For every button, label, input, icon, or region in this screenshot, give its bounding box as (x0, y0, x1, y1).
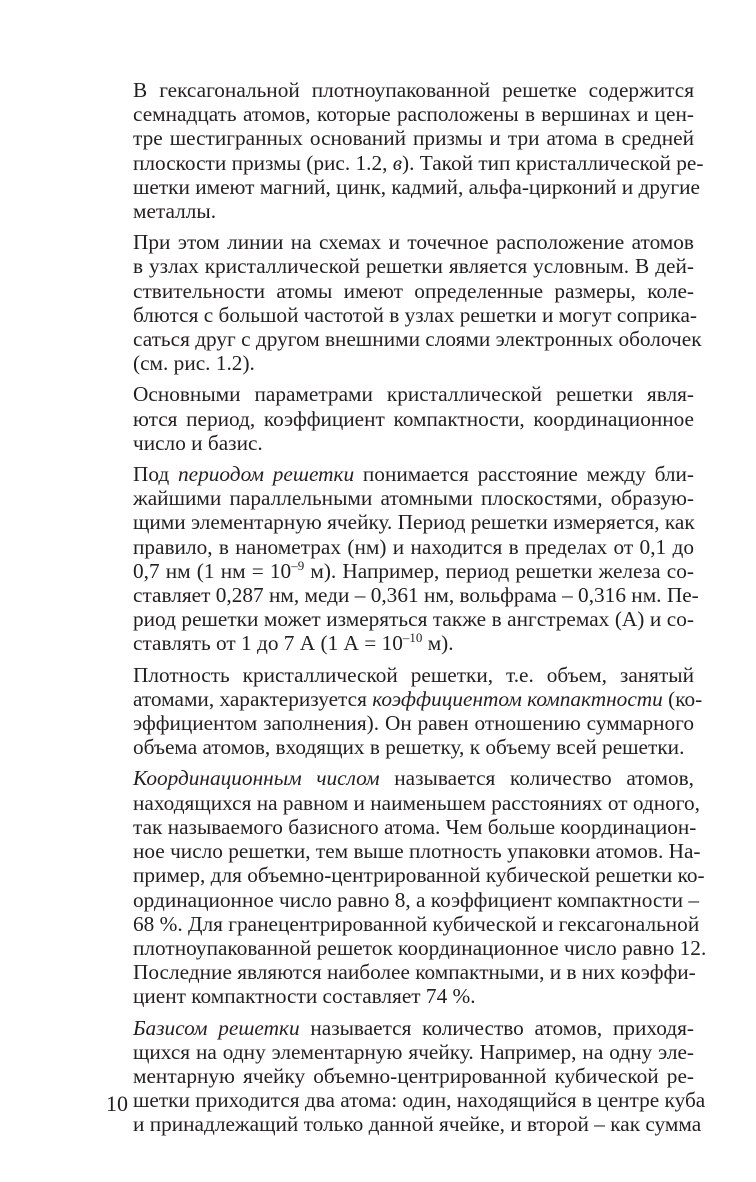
paragraph-parameters (106, 382, 694, 455)
text-fragment: (ко- (662, 686, 703, 711)
text-line (106, 631, 694, 655)
text-fragment: ). Такой тип кристаллической ре- (402, 150, 704, 175)
text-line: ментарную ячейку объемно-центрированной кубической ре- (133, 1063, 694, 1088)
paragraph-lattice-basis (106, 1015, 706, 1137)
text-line: 68 %. Для гранецентрированной кубической и гексагональной (133, 911, 700, 936)
text-line: тре шестигранных оснований призмы и три атома в средней (133, 126, 694, 151)
text-fragment: называется количество атомов, приходя- (299, 1015, 695, 1040)
text-line: В гексагональной плотноупакованной решетке содержится (133, 78, 694, 102)
text-line: пример, для объемно-центрированной кубической решетки ко- (133, 863, 705, 888)
text-line: ставляет 0,287 нм, меди – 0,361 нм, вольфрама – 0,316 нм. Пе- (133, 583, 699, 608)
text-line: ствительности атомы имеют определенные размеры, коле- (133, 278, 694, 303)
text-line (106, 686, 703, 711)
text-line: ются период, коэффициент компактности, координационное (133, 406, 694, 431)
text-line: Последние являются наиболее компактными, и в них коэффи- (133, 960, 696, 985)
text-line (106, 1016, 694, 1040)
page-number: 10 (106, 1091, 128, 1116)
text-fragment: атомами, характеризуется (133, 686, 373, 711)
italic-term: периодом решетки (178, 462, 355, 487)
italic-term: Координационным числом (133, 766, 380, 791)
text-line: жайшими параллельными атомными плоскостями, образую- (133, 486, 694, 511)
paragraph-lattice-period (106, 462, 699, 656)
text-line: правило, в нанометрах (нм) и находится в пределах от 0,1 до (133, 534, 694, 559)
text-line (106, 462, 694, 486)
text-fragment: плоскости призмы (рис. 1.2, (133, 150, 393, 175)
text-fragment: Под (133, 462, 179, 487)
text-fragment: называется количество атомов, (379, 766, 695, 791)
text-line: и принадлежащий только данной ячейке, и второй – как сумма (133, 1112, 702, 1137)
text-line: При этом линии на схемах и точечное расположение атомов (133, 230, 694, 255)
italic-figure-ref: в (392, 150, 403, 175)
text-line: число и базис. (133, 430, 263, 455)
text-line: циент компактности составляет 74 %. (133, 984, 476, 1009)
italic-term: коэффициентом компактности (372, 686, 663, 711)
paragraph-coordination-number (106, 766, 707, 1009)
paragraph-hcp-lattice (106, 78, 704, 224)
text-line: в узлах кристаллической решетки является условным. В дей- (133, 254, 694, 279)
text-line: металлы. (133, 199, 217, 224)
text-line: шетки имеют магний, цинк, кадмий, альфа-цирконий и другие (133, 174, 700, 199)
text-fragment: понимается расстояние между бли- (354, 462, 694, 487)
text-line: ординационное число равно 8, а коэффициент компактности – (133, 887, 700, 912)
text-line: щихся на одну элементарную ячейку. Например, на одну эле- (133, 1039, 694, 1064)
text-line: плотноупакованной решеток координационное число равно 12. (133, 935, 707, 960)
text-line: Плотность кристаллической решетки, т.е. объем, занятый (133, 662, 694, 687)
text-line: так называемого базисного атома. Чем больше координацион- (133, 814, 697, 839)
text-line: ное число решетки, тем выше плотность упаковки атомов. На- (133, 839, 701, 864)
text-line (106, 766, 694, 790)
text-fragment: 0,7 нм (1 нм = 10 (133, 558, 292, 583)
paragraph-conventions (106, 230, 702, 376)
page-body (106, 78, 707, 1144)
italic-term: Базисом решетки (133, 1015, 300, 1040)
text-line: эффициентом заполнения). Он равен отношению суммарного (133, 711, 694, 736)
superscript-exponent: –9 (291, 557, 305, 573)
text-line (106, 150, 704, 175)
text-line: (см. рис. 1.2). (133, 351, 255, 376)
text-line: шетки приходится два атома: один, находящийся в центре куба (133, 1088, 706, 1113)
text-line: щими элементарную ячейку. Период решетки измеряется, как (133, 510, 695, 535)
text-fragment: ставлять от 1 до 7 А (1 А = 10 (133, 631, 403, 656)
text-line: семнадцать атомов, которые расположены в вершинах и цен- (133, 102, 694, 127)
text-line: Основными параметрами кристаллической решетки явля- (133, 382, 694, 407)
paragraph-packing-factor (106, 662, 703, 760)
text-line: блются с большой частотой в узлах решетки и могут соприка- (133, 302, 697, 327)
text-fragment: м). (422, 631, 454, 656)
text-line: объема атомов, входящих в решетку, к объему всей решетки. (133, 735, 685, 760)
text-line: находящихся на равном и наименьшем расстояниях от одного, (133, 790, 700, 815)
text-line (106, 559, 694, 583)
superscript-exponent: –10 (402, 630, 423, 646)
text-line: саться друг с другом внешними слоями электронных оболочек (133, 327, 702, 352)
text-line: риод решетки может измеряться также в ангстремах (А) и со- (133, 607, 694, 632)
text-fragment: м). Например, период решетки железа со- (304, 558, 694, 583)
